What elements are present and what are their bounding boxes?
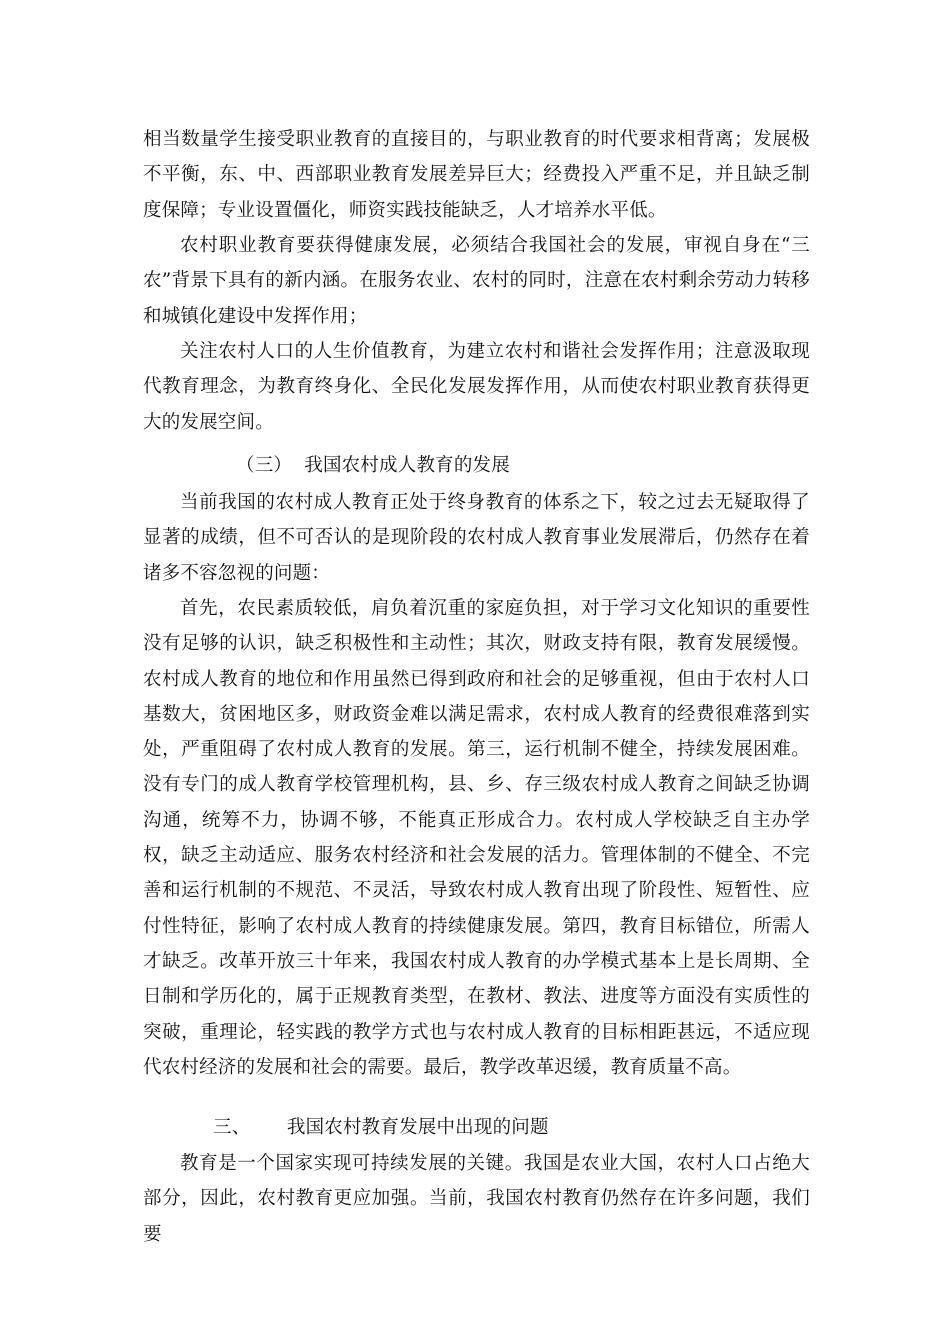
section-heading-adult-education: （三） 我国农村成人教育的发展 (236, 455, 510, 476)
section-heading-rural-education-problems: 三、 我国农村教育发展中出现的问题 (213, 1117, 549, 1138)
paragraph-adult-education-intro: 当前我国的农村成人教育正处于终身教育的体系之下，较之过去无疑取得了显著的成绩，但不可否认的是现阶段的农村成人教育事业发展滞后，仍然存在着诸多不容忽视的问题： (143, 492, 810, 584)
paragraph-rural-education-intro: 教育是一个国家实现可持续发展的关键。我国是农业大国，农村人口占绝大部分，因此，农村教育更应加强。当前，我国农村教育仍然存在许多问题，我们要 (143, 1153, 810, 1245)
paragraph-vocational-development: 农村职业教育要获得健康发展，必须结合我国社会的发展，审视自身在“三农”背景下具有的新内涵。在服务农业、农村的同时，注意在农村剩余劳动力转移和城镇化建设中发挥作用； (143, 235, 810, 327)
paragraph-life-value-education: 关注农村人口的人生价值教育，为建立农村和谐社会发挥作用；注意汲取现代教育理念，为教育终身化、全民化发展发挥作用，从而使农村职业教育获得更大的发展空间。 (143, 341, 810, 433)
paragraph-adult-education-issues: 首先，农民素质较低，肩负着沉重的家庭负担，对于学习文化知识的重要性没有足够的认识，缺乏积极性和主动性；其次，财政支持有限，教育发展缓慢。农村成人教育的地位和作用虽然已得到政府和社会的足够重视，但由于农村人口基数大，贫困地区多，财政资金难以满足需求，农村成人教育的经费很难落到实处，严重阻碍了农村成人教育的发展。第三，运行机制不健全，持续发展困难。没有专门的成人教育学校管理机构，县、乡、存三级农村成人教育之间缺乏协调沟通，统筹不力，协调不够，不能真正形成合力。农村成人学校缺乏自主办学权，缺乏主动适应、服务农村经济和社会发展的活力。管理体制的不健全、不完善和运行机制的不规范、不灵活，导致农村成人教育出现了阶段性、短暂性、应付性特征，影响了农村成人教育的持续健康发展。第四，教育目标错位，所需人才缺乏。改革开放三十年来，我国农村成人教育的办学模式基本上是长周期、全日制和学历化的，属于正规教育类型，在教材、教法、进度等方面没有实质性的突破，重理论，轻实践的教学方式也与农村成人教育的目标相距甚远，不适应现代农村经济的发展和社会的需要。最后，教学改革迟缓，教育质量不高。 (143, 598, 810, 1078)
paragraph-vocational-problems: 相当数量学生接受职业教育的直接目的，与职业教育的时代要求相背离；发展极不平衡，东、中、西部职业教育发展差异巨大；经费投入严重不足，并且缺乏制度保障；专业设置僵化，师资实践技能缺乏，人才培养水平低。 (143, 129, 810, 221)
